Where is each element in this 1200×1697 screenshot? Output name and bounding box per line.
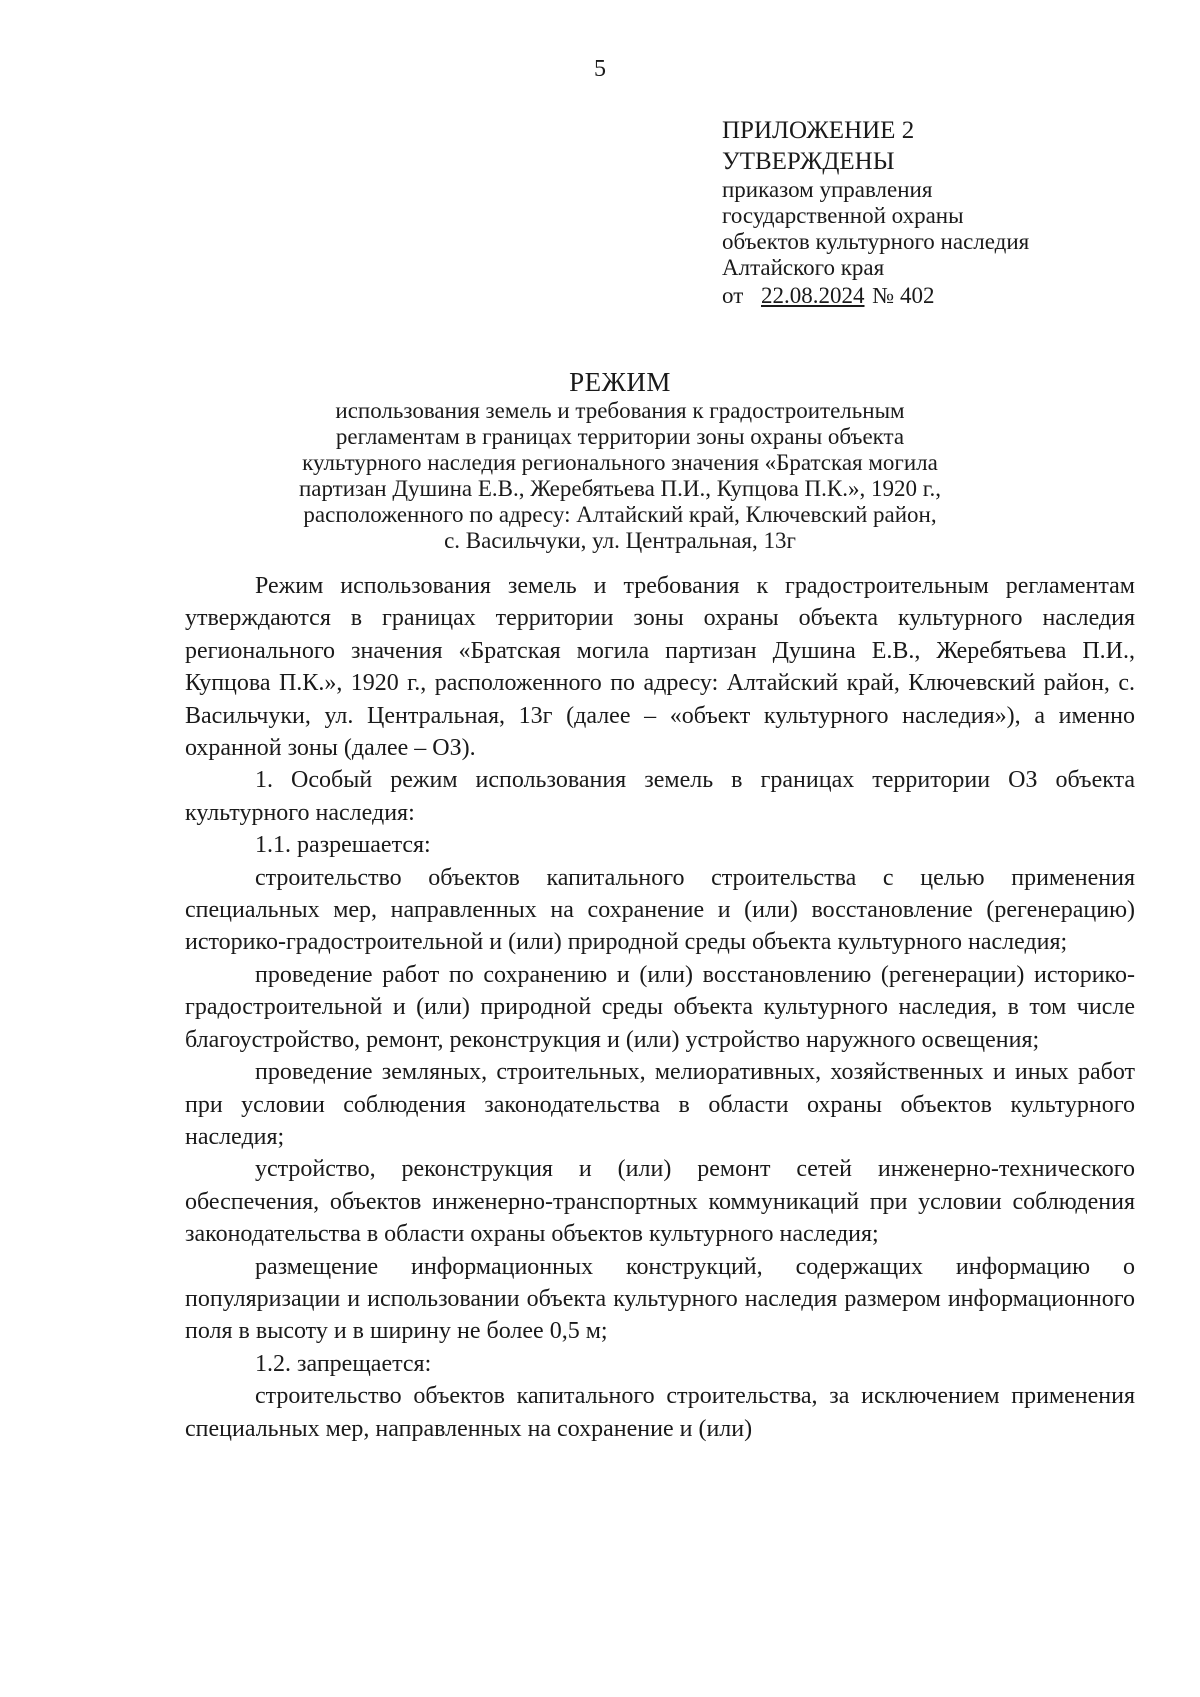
appendix-label: ПРИЛОЖЕНИЕ 2 (722, 117, 915, 144)
paragraph-allowed-item: проведение работ по сохранению и (или) восстановлению (регенерации) историко-градостроительной и (или) природной среды объекта культурного наследия, в том числе благоустройство, ремонт, реконструкция и (или) устройство наружного освещения; (185, 961, 1135, 1053)
title-line: использования земель и требования к градостроительным (335, 398, 905, 423)
paragraph-allowed-item: устройство, реконструкция и (или) ремонт сетей инженерно-технического обеспечения, объектов инженерно-транспортных коммуникаций при условии соблюдения законодательства в области охраны объектов культурного наследия; (185, 1156, 1135, 1248)
paragraph-allowed-item: проведение земляных, строительных, мелиоративных, хозяйственных и иных работ при условии соблюдения законодательства в области охраны объектов культурного наследия; (185, 1059, 1135, 1150)
approval-date: 22.08.2024 (761, 283, 865, 308)
approval-line: государственной охраны (722, 203, 964, 228)
approval-number: № 402 (872, 283, 935, 308)
approval-date-row (722, 283, 1142, 309)
title-line: расположенного по адресу: Алтайский край, Ключевский район, (303, 502, 937, 527)
title-line: с. Васильчуки, ул. Центральная, 13г (444, 528, 796, 553)
date-prefix: от (722, 283, 744, 308)
paragraph-allowed-item: строительство объектов капитального строительства с целью применения специальных мер, направленных на сохранение и (или) восстановление (регенерацию) историко-градостроительной и (или) природной среды объекта культурного наследия; (185, 864, 1135, 956)
approval-stamp (722, 115, 1142, 309)
page-number: 5 (594, 56, 606, 82)
paragraph-intro: Режим использования земель и требования к градостроительным регламентам утверждаются в границах территории зоны охраны объекта культурного наследия регионального значения «Братская могила партизан Душина Е.В., Жеребятьева П.И., Купцова П.К.», 1920 г., расположенного по адресу: Алтайский край, Ключевский район, с. Васильчуки, ул. Центральная, 13г (далее – «объект культурного наследия»), а именно охранной зоны (далее – ОЗ). (185, 573, 1135, 762)
paragraph-allowed-item: размещение информационных конструкций, содержащих информацию о популяризации и использовании объекта культурного наследия размером информационного поля в высоту и в ширину не более 0,5 м; (185, 1253, 1135, 1345)
approved-label: УТВЕРЖДЕНЫ (722, 148, 895, 175)
document-title-block (240, 366, 1000, 554)
title-line: партизан Душина Е.В., Жеребятьева П.И., Купцова П.К.», 1920 г., (298, 476, 942, 501)
title-line: культурного наследия регионального значения «Братская могила (302, 450, 938, 475)
document-title: РЕЖИМ (569, 367, 671, 397)
approval-line: приказом управления (722, 177, 933, 202)
document-body (185, 570, 1135, 1445)
paragraph-section-1: 1. Особый режим использования земель в границах территории ОЗ объекта культурного наследия: (185, 767, 1135, 826)
approval-line: Алтайского края (722, 255, 885, 280)
approval-line: объектов культурного наследия (722, 229, 1030, 254)
title-line: регламентам в границах территории зоны охраны объекта (335, 424, 905, 449)
paragraph-section-1-1: 1.1. разрешается: (255, 832, 431, 859)
paragraph-prohibited-item: строительство объектов капитального строительства, за исключением применения специальных мер, направленных на сохранение и (или) (185, 1383, 1135, 1442)
paragraph-section-1-2: 1.2. запрещается: (255, 1350, 432, 1377)
